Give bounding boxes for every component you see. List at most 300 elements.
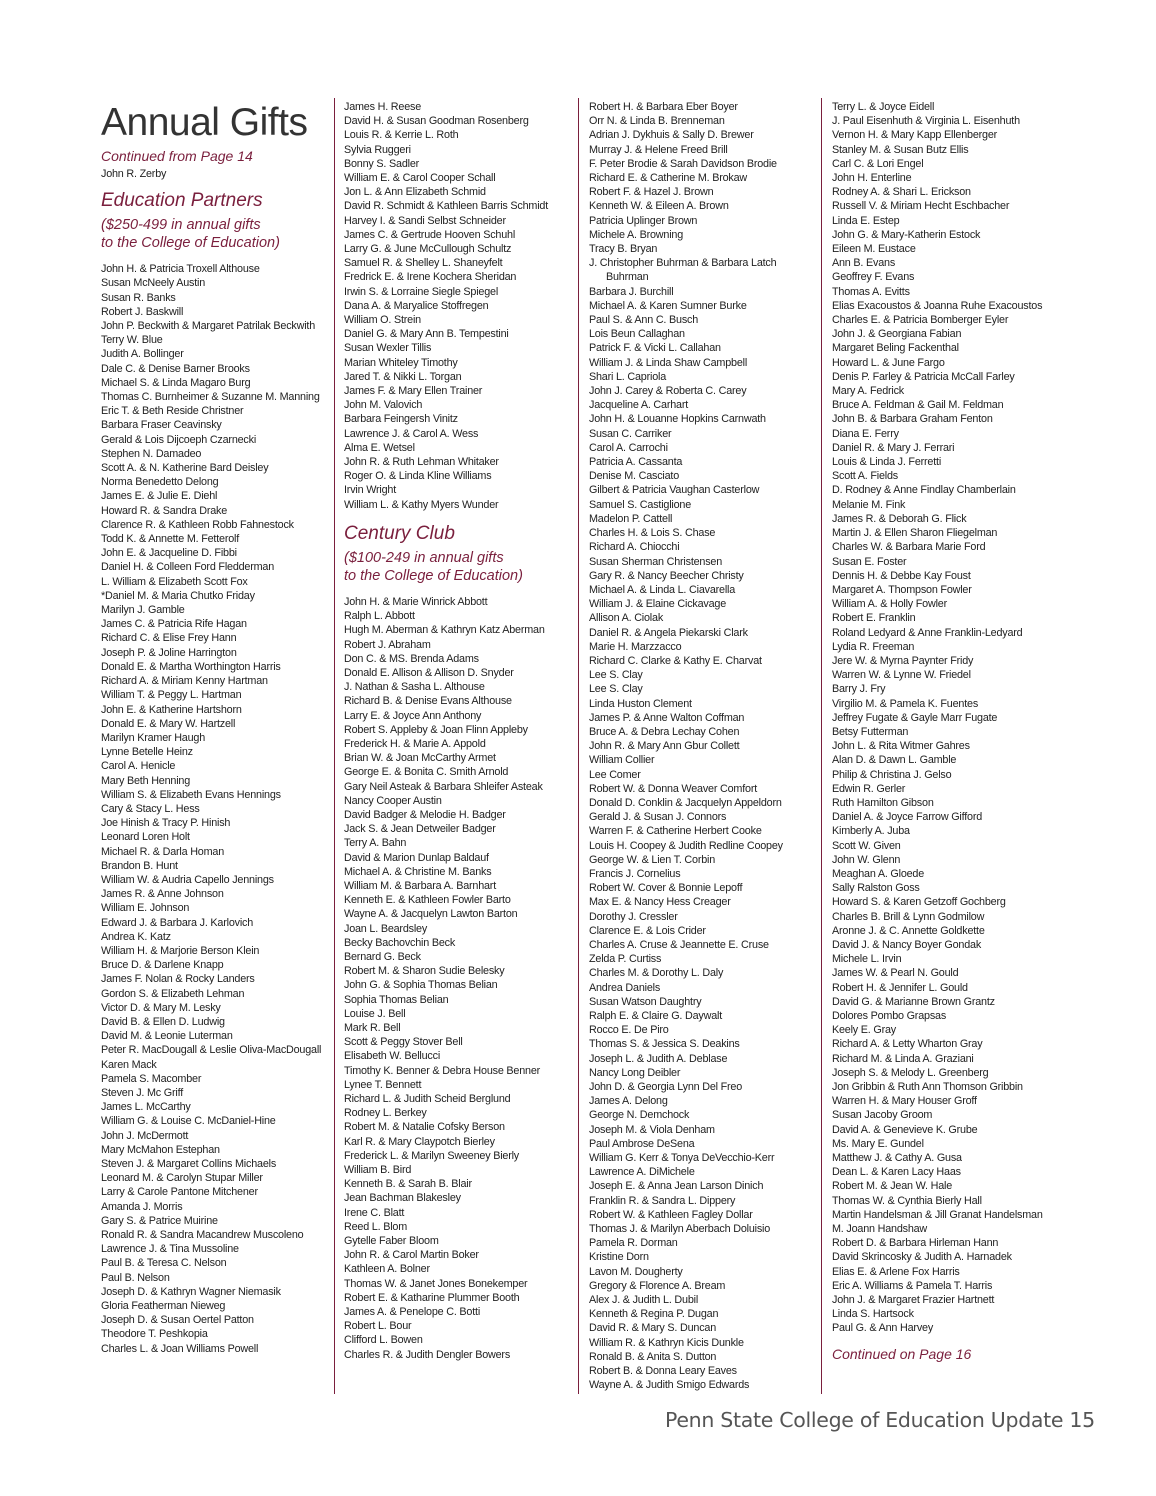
donor-name: Murray J. & Helene Freed Brill xyxy=(589,143,728,156)
donor-name: Aronne J. & C. Annette Goldkette xyxy=(832,924,985,937)
donor-name: Charles M. & Dorothy L. Daly xyxy=(589,967,724,980)
donor-name: John H. & Marie Winrick Abbott xyxy=(344,595,488,608)
donor-name: Carl C. & Lori Engel xyxy=(832,157,924,170)
donor-name: Timothy K. Benner & Debra House Benner xyxy=(344,1064,541,1077)
donor-name: Sylvia Ruggeri xyxy=(344,143,411,156)
donor-name: Dana A. & Maryalice Stoffregen xyxy=(344,299,489,312)
donor-name: Lois Beun Callaghan xyxy=(589,328,685,341)
donor-name: Fredrick E. & Irene Kochera Sheridan xyxy=(344,271,517,284)
donor-name: Donald E. & Martha Worthington Harris xyxy=(101,660,281,673)
donor-name: Lawrence J. & Carol A. Wess xyxy=(344,427,479,440)
donor-name: Lawrence A. DiMichele xyxy=(589,1166,695,1179)
donor-name: Kimberly A. Juba xyxy=(832,825,910,838)
donor-name: Gregory & Florence A. Bream xyxy=(589,1279,726,1292)
donor-name: Daniel H. & Colleen Ford Fledderman xyxy=(101,561,275,574)
donor-name: Paul S. & Ann C. Busch xyxy=(589,314,699,327)
donor-name: Franklin R. & Sandra L. Dippery xyxy=(589,1194,736,1207)
page-footer: Penn State College of Education Update 15 xyxy=(665,1408,1095,1432)
donor-name: Jon Gribbin & Ruth Ann Thomson Gribbin xyxy=(832,1081,1023,1094)
donor-name: Robert J. Baskwill xyxy=(101,305,184,318)
donor-name: Barry J. Fry xyxy=(832,683,886,696)
donor-name: William E. Johnson xyxy=(101,902,190,915)
donor-name: Jere W. & Myrna Paynter Fridy xyxy=(832,654,974,667)
donor-name: David G. & Marianne Brown Grantz xyxy=(832,995,995,1008)
column-1 xyxy=(101,100,331,1356)
donor-name: John E. & Jacqueline D. Fibbi xyxy=(101,547,237,560)
donor-name: Scott W. Given xyxy=(832,839,901,852)
donor-name: James C. & Gertrude Hooven Schuhl xyxy=(344,228,516,241)
donor-name: Susan R. Banks xyxy=(101,291,176,304)
donor-name: James P. & Anne Walton Coffman xyxy=(589,711,745,724)
donor-name: J. Christopher Buhrman & Barbara Latch Buhrman xyxy=(589,257,777,284)
donor-name: Larry & Carole Pantone Mitchener xyxy=(101,1186,258,1199)
donor-name: John J. Carey & Roberta C. Carey xyxy=(589,385,747,398)
donor-name: Robert E. & Katharine Plummer Booth xyxy=(344,1291,520,1304)
donor-name: Robert S. Appleby & Joan Flinn Appleby xyxy=(344,723,528,736)
donor-name: Terry L. & Joyce Eidell xyxy=(832,101,935,113)
donor-name: James H. Reese xyxy=(344,101,422,113)
donor-name: Margaret A. Thompson Fowler xyxy=(832,583,972,596)
donor-name: Susan C. Carriker xyxy=(589,427,672,440)
donor-name: Richard C. & Elise Frey Hann xyxy=(101,632,237,645)
donor-name: Barbara J. Burchill xyxy=(589,285,674,298)
donor-name: Stanley M. & Susan Butz Ellis xyxy=(832,143,969,156)
donor-name: John B. & Barbara Graham Fenton xyxy=(832,413,993,426)
donor-name: Tracy B. Bryan xyxy=(589,243,658,256)
education-partners-subtitle-line2: to the College of Education) xyxy=(101,235,280,252)
donor-name: Alex J. & Judith L. Dubil xyxy=(589,1294,699,1307)
donor-name: Michele A. Browning xyxy=(589,228,684,241)
donor-name: William Collier xyxy=(589,754,655,767)
donor-name: Judith A. Bollinger xyxy=(101,348,184,361)
donor-name: Susan McNeely Austin xyxy=(101,277,206,290)
donor-name: Thomas J. & Marilyn Aberbach Doluisio xyxy=(589,1223,771,1236)
donor-name: Thomas C. Burnheimer & Suzanne M. Manning xyxy=(101,391,320,404)
donor-name: Charles W. & Barbara Marie Ford xyxy=(832,541,986,554)
donor-name: Clifford L. Bowen xyxy=(344,1334,423,1347)
donor-name: Dean L. & Karen Lacy Haas xyxy=(832,1166,961,1179)
education-partners-list-1 xyxy=(101,262,331,1356)
donor-name: William S. & Elizabeth Evans Hennings xyxy=(101,788,281,801)
donor-name: Rocco E. De Piro xyxy=(589,1024,669,1037)
donor-name: Roger O. & Linda Kline Williams xyxy=(344,470,492,483)
donor-name: Andrea K. Katz xyxy=(101,930,171,943)
donor-name: Scott A. Fields xyxy=(832,470,899,483)
donor-name: Linda E. Estep xyxy=(832,214,900,227)
donor-name: Warren W. & Lynne W. Friedel xyxy=(832,669,971,682)
century-club-list-2 xyxy=(589,100,821,1392)
donor-name: John P. Beckwith & Margaret Patrilak Beckwith xyxy=(101,320,316,333)
donor-name: Paul Ambrose DeSena xyxy=(589,1137,695,1150)
donor-name: Harvey I. & Sandi Selbst Schneider xyxy=(344,214,506,227)
donor-name: Mary Beth Henning xyxy=(101,774,191,787)
donor-name: Theodore T. Peshkopia xyxy=(101,1328,208,1341)
donor-name: John R. & Ruth Lehman Whitaker xyxy=(344,456,499,469)
donor-name: Carol A. Carrochi xyxy=(589,441,668,454)
donor-name: Leonard M. & Carolyn Stupar Miller xyxy=(101,1172,263,1185)
donor-name: James W. & Pearl N. Gould xyxy=(832,967,959,980)
donor-name: David R. & Mary S. Duncan xyxy=(589,1322,717,1335)
donor-name: Max E. & Nancy Hess Creager xyxy=(589,896,731,909)
donor-name: Ruth Hamilton Gibson xyxy=(832,796,934,809)
donor-name: Jared T. & Nikki L. Torgan xyxy=(344,370,462,383)
donor-name: James F. & Mary Ellen Trainer xyxy=(344,385,483,398)
donor-name: Matthew J. & Cathy A. Gusa xyxy=(832,1152,962,1165)
donor-name: Lynee T. Bennett xyxy=(344,1078,422,1091)
donor-name: Robert E. Franklin xyxy=(832,612,916,625)
donor-name: Susan E. Foster xyxy=(832,555,907,568)
donor-name: Howard L. & June Fargo xyxy=(832,356,945,369)
donor-name: James E. & Julie E. Diehl xyxy=(101,490,218,503)
donor-name: Ronald B. & Anita S. Dutton xyxy=(589,1350,717,1363)
donor-name: William L. & Kathy Myers Wunder xyxy=(344,498,499,511)
donor-name: Allison A. Ciolak xyxy=(589,612,664,625)
donor-name: Robert H. & Jennifer L. Gould xyxy=(832,981,968,994)
donor-name: Donald D. Conklin & Jacquelyn Appeldorn xyxy=(589,796,782,809)
donor-name: William G. Kerr & Tonya DeVecchio-Kerr xyxy=(589,1152,775,1165)
donor-name: Frederick L. & Marilyn Sweeney Bierly xyxy=(344,1149,520,1162)
donor-name: Steven J. Mc Griff xyxy=(101,1086,184,1099)
donor-name: Dennis H. & Debbe Kay Foust xyxy=(832,569,971,582)
donor-name: Michael A. & Linda L. Ciavarella xyxy=(589,583,736,596)
donor-name: Edwin R. Gerler xyxy=(832,782,906,795)
donor-name: Karl R. & Mary Claypotch Bierley xyxy=(344,1135,495,1148)
donor-name: Bruce D. & Darlene Knapp xyxy=(101,959,224,972)
donor-name: David H. & Susan Goodman Rosenberg xyxy=(344,115,529,128)
donor-name: Bruce A. Feldman & Gail M. Feldman xyxy=(832,399,1004,412)
donor-name: Gerald & Lois Dijcoeph Czarnecki xyxy=(101,433,257,446)
donor-name: David Badger & Melodie H. Badger xyxy=(344,808,506,821)
donor-name: Nancy Long Deibler xyxy=(589,1066,681,1079)
donor-name: Clarence E. & Lois Crider xyxy=(589,924,706,937)
page-title: Annual Gifts xyxy=(101,101,308,144)
donor-name: Elisabeth W. Bellucci xyxy=(344,1050,441,1063)
donor-name: Samuel S. Castiglione xyxy=(589,498,692,511)
donor-name: Todd K. & Annette M. Fetterolf xyxy=(101,533,240,546)
donor-name: Susan Jacoby Groom xyxy=(832,1109,933,1122)
donor-name: James R. & Anne Johnson xyxy=(101,888,224,901)
donor-name: Scott & Peggy Stover Bell xyxy=(344,1036,463,1049)
donor-name: Stephen N. Damadeo xyxy=(101,447,202,460)
donor-name: Paul B. Nelson xyxy=(101,1271,170,1284)
century-club-list-1 xyxy=(344,595,580,1362)
donor-name: Richard M. & Linda A. Graziani xyxy=(832,1052,974,1065)
donor-name: Frederick H. & Marie A. Appold xyxy=(344,737,486,750)
donor-name: James C. & Patricia Rife Hagan xyxy=(101,618,247,631)
donor-name: Virgilio M. & Pamela K. Fuentes xyxy=(832,697,979,710)
donor-name: J. Nathan & Sasha L. Althouse xyxy=(344,681,485,694)
donor-name: Paul B. & Teresa C. Nelson xyxy=(101,1257,227,1270)
donor-name: Joseph S. & Melody L. Greenberg xyxy=(832,1066,989,1079)
century-club-subtitle-line2: to the College of Education) xyxy=(344,567,523,584)
donor-name: Ms. Mary E. Gundel xyxy=(832,1137,924,1150)
donor-name: Kenneth & Regina P. Dugan xyxy=(589,1308,719,1321)
donor-name: Daniel R. & Mary J. Ferrari xyxy=(832,441,955,454)
donor-name: Hugh M. Aberman & Kathryn Katz Aberman xyxy=(344,624,545,637)
donor-name: Joseph P. & Joline Harrington xyxy=(101,646,237,659)
donor-name: Gordon S. & Elizabeth Lehman xyxy=(101,987,245,1000)
donor-name: George E. & Bonita C. Smith Arnold xyxy=(344,766,509,779)
education-partners-subtitle-line1: ($250-499 in annual gifts xyxy=(101,217,261,234)
donor-name: William W. & Audria Capello Jennings xyxy=(101,873,274,886)
donor-name: Robert W. & Donna Weaver Comfort xyxy=(589,782,758,795)
donor-name: Robert L. Bour xyxy=(344,1320,412,1333)
donor-name: F. Peter Brodie & Sarah Davidson Brodie xyxy=(589,157,777,170)
donor-name: William B. Bird xyxy=(344,1164,412,1177)
donor-name: Leonard Loren Holt xyxy=(101,831,190,844)
donor-name: Louis H. Coopey & Judith Redline Coopey xyxy=(589,839,783,852)
donor-name: Joe Hinish & Tracy P. Hinish xyxy=(101,817,231,830)
donor-name: James L. McCarthy xyxy=(101,1101,191,1114)
donor-name: John H. & Louanne Hopkins Carnwath xyxy=(589,413,766,426)
column-divider-3 xyxy=(821,98,822,1394)
donor-name: Martin Handelsman & Jill Granat Handelsman xyxy=(832,1208,1043,1221)
century-club-list-3 xyxy=(832,100,1068,1336)
donor-name: Patricia A. Cassanta xyxy=(589,456,683,469)
donor-name: James A. & Penelope C. Botti xyxy=(344,1306,481,1319)
continued-on-note: Continued on Page 16 xyxy=(832,1345,972,1362)
donor-name: Dolores Pombo Grapsas xyxy=(832,1010,947,1022)
donor-name: *Daniel M. & Maria Chutko Friday xyxy=(101,589,255,602)
donor-name: John L. & Rita Witmer Gahres xyxy=(832,740,970,753)
donor-name: Joseph L. & Judith A. Deblase xyxy=(589,1052,728,1065)
donor-name: Pamela S. Macomber xyxy=(101,1072,202,1085)
donor-name: Edward J. & Barbara J. Karlovich xyxy=(101,916,254,929)
donor-name: Gytelle Faber Bloom xyxy=(344,1235,439,1248)
donor-name: Patricia Uplinger Brown xyxy=(589,214,698,227)
donor-name: Jacqueline A. Carhart xyxy=(589,399,689,412)
donor-name: Reed L. Blom xyxy=(344,1220,408,1233)
donor-name: Lynne Betelle Heinz xyxy=(101,746,193,759)
donor-name: Samuel R. & Shelley L. Shaneyfelt xyxy=(344,257,503,270)
donor-name: Gloria Featherman Nieweg xyxy=(101,1300,226,1313)
continued-from-note: Continued from Page 14 xyxy=(101,148,253,164)
donor-name: Robert M. & Sharon Sudie Belesky xyxy=(344,965,505,978)
donor-name: Louise J. Bell xyxy=(344,1007,406,1020)
donor-name: Brandon B. Hunt xyxy=(101,859,178,872)
donor-name: Joseph D. & Susan Oertel Patton xyxy=(101,1314,254,1327)
education-partners-subtitle xyxy=(101,216,331,252)
donor-name: James A. Delong xyxy=(589,1095,668,1108)
donor-name: Robert M. & Jean W. Hale xyxy=(832,1180,953,1193)
donor-name: Paul G. & Ann Harvey xyxy=(832,1322,934,1335)
donor-name: Peter R. MacDougall & Leslie Oliva-MacDougall xyxy=(101,1044,322,1057)
donor-name: Denis P. Farley & Patricia McCall Farley xyxy=(832,370,1015,383)
donor-name: Warren H. & Mary Houser Groff xyxy=(832,1095,977,1108)
donor-name: Michele L. Irvin xyxy=(832,953,902,966)
donor-name: William J. & Elaine Cickavage xyxy=(589,598,727,611)
donor-name: Robert H. & Barbara Eber Boyer xyxy=(589,101,738,113)
education-partners-list-2 xyxy=(344,100,580,512)
donor-name: Michael R. & Darla Homan xyxy=(101,845,225,858)
donor-name: John D. & Georgia Lynn Del Freo xyxy=(589,1081,743,1094)
donor-name: Linda S. Hartsock xyxy=(832,1308,914,1321)
donor-name: James F. Nolan & Rocky Landers xyxy=(101,973,255,986)
donor-name: David B. & Ellen D. Ludwig xyxy=(101,1015,225,1028)
donor-name: Mary A. Fedrick xyxy=(832,385,904,398)
donor-name: Rodney A. & Shari L. Erickson xyxy=(832,186,971,199)
donor-name: Victor D. & Mary M. Lesky xyxy=(101,1001,221,1014)
donor-name: Wayne A. & Judith Smigo Edwards xyxy=(589,1379,750,1392)
donor-name: Dorothy J. Cressler xyxy=(589,910,678,923)
donor-name: Gary R. & Nancy Beecher Christy xyxy=(589,569,744,582)
donor-name: Diana E. Ferry xyxy=(832,427,899,440)
donor-name: Charles L. & Joan Williams Powell xyxy=(101,1342,259,1355)
donor-name: John E. & Katherine Hartshorn xyxy=(101,703,242,716)
donor-name: Larry G. & June McCullough Schultz xyxy=(344,243,512,256)
donor-name: William E. & Carol Cooper Schall xyxy=(344,172,496,185)
donor-name: Richard A. & Letty Wharton Gray xyxy=(832,1038,983,1051)
donor-name: Jack S. & Jean Detweiler Badger xyxy=(344,823,496,836)
donor-name: Jean Bachman Blakesley xyxy=(344,1192,461,1205)
donor-name: Denise M. Casciato xyxy=(589,470,680,483)
donor-name: Richard L. & Judith Scheid Berglund xyxy=(344,1093,511,1105)
donor-name: Russell V. & Miriam Hecht Eschbacher xyxy=(832,200,1010,213)
column-4 xyxy=(832,100,1068,1362)
donor-name: Keely E. Gray xyxy=(832,1024,897,1037)
donor-name: Terry A. Bahn xyxy=(344,837,407,850)
donor-name: Don C. & MS. Brenda Adams xyxy=(344,652,479,665)
donor-name: Ann B. Evans xyxy=(832,257,896,270)
donor-name: Kristine Dorn xyxy=(589,1251,649,1264)
donor-name: Gary Neil Asteak & Barbara Shleifer Asteak xyxy=(344,780,543,793)
donor-name: David A. & Genevieve K. Grube xyxy=(832,1123,978,1136)
donor-name: Melanie M. Fink xyxy=(832,498,906,511)
donor-name: Ralph L. Abbott xyxy=(344,610,415,623)
donor-name: Daniel R. & Angela Piekarski Clark xyxy=(589,626,748,639)
donor-name: John J. & Georgiana Fabian xyxy=(832,328,962,341)
donor-name: Karen Mack xyxy=(101,1058,157,1071)
donor-name: Bruce A. & Debra Lechay Cohen xyxy=(589,725,740,738)
donor-name: John H. Enterline xyxy=(832,172,912,185)
donor-name: Joseph D. & Kathryn Wagner Niemasik xyxy=(101,1285,281,1298)
donor-name: Robert W. Cover & Bonnie Lepoff xyxy=(589,882,743,895)
column-3 xyxy=(589,100,821,1392)
donor-name: Donald E. Allison & Allison D. Snyder xyxy=(344,666,514,679)
donor-name: Louis R. & Kerrie L. Roth xyxy=(344,129,459,142)
donor-name: Elias E. & Arlene Fox Harris xyxy=(832,1265,960,1278)
donor-name: Irene C. Blatt xyxy=(344,1206,405,1219)
donor-name: Howard R. & Sandra Drake xyxy=(101,504,228,517)
donor-name: Susan Watson Daughtry xyxy=(589,995,702,1008)
donor-name: Lavon M. Dougherty xyxy=(589,1265,683,1278)
donor-name: John G. & Mary-Katherin Estock xyxy=(832,228,981,241)
donor-name: Eileen M. Eustace xyxy=(832,243,916,256)
donor-name: Francis J. Cornelius xyxy=(589,867,681,880)
donor-name: Margaret Beling Fackenthal xyxy=(832,342,959,355)
donor-name: Irvin Wright xyxy=(344,484,396,497)
donor-name: Louis & Linda J. Ferretti xyxy=(832,456,942,469)
donor-name: Ralph E. & Claire G. Daywalt xyxy=(589,1010,723,1022)
donor-name: Charles E. & Patricia Bomberger Eyler xyxy=(832,314,1009,327)
donor-name: Kenneth W. & Eileen A. Brown xyxy=(589,200,729,213)
donor-name: Barbara Feingersh Vinitz xyxy=(344,413,458,426)
donor-name: Gilbert & Patricia Vaughan Casterlow xyxy=(589,484,760,497)
donor-name: William G. & Louise C. McDaniel-Hine xyxy=(101,1115,276,1128)
donor-name: John J. McDermott xyxy=(101,1129,189,1142)
donor-name: Bonny S. Sadler xyxy=(344,157,420,170)
donor-name: Norma Benedetto Delong xyxy=(101,476,219,489)
donor-name: John H. & Patricia Troxell Althouse xyxy=(101,263,260,276)
donor-name: David R. Schmidt & Kathleen Barris Schmidt xyxy=(344,200,549,213)
donor-name: John W. Glenn xyxy=(832,853,901,866)
donor-name: Amanda J. Morris xyxy=(101,1200,183,1213)
donor-name: William A. & Holly Fowler xyxy=(832,598,947,611)
donor-name: Vernon H. & Mary Kapp Ellenberger xyxy=(832,129,998,142)
century-club-subtitle-line1: ($100-249 in annual gifts xyxy=(344,549,504,566)
donor-name: Daniel A. & Joyce Farrow Gifford xyxy=(832,811,983,824)
donor-name: Shari L. Capriola xyxy=(589,370,667,383)
donor-name: Barbara Fraser Ceavinsky xyxy=(101,419,222,432)
donor-name: William M. & Barbara A. Barnhart xyxy=(344,879,497,892)
donor-name: Richard A. & Miriam Kenny Hartman xyxy=(101,675,268,688)
donor-name: Donald E. & Mary W. Hartzell xyxy=(101,717,236,730)
donor-name: Martin J. & Ellen Sharon Fliegelman xyxy=(832,527,998,540)
donor-name: William T. & Peggy L. Hartman xyxy=(101,689,242,702)
donor-name: Madelon P. Cattell xyxy=(589,512,673,525)
donor-name: Andrea Daniels xyxy=(589,981,661,994)
donor-name: Alma E. Wetsel xyxy=(344,441,415,454)
donor-name: Marilyn J. Gamble xyxy=(101,604,185,617)
donor-name: William R. & Kathryn Kicis Dunkle xyxy=(589,1336,744,1349)
donor-name: Alan D. & Dawn L. Gamble xyxy=(832,754,957,767)
donor-name: Marian Whiteley Timothy xyxy=(344,356,458,369)
donor-name: Pamela R. Dorman xyxy=(589,1237,678,1250)
donor-name: Gary S. & Patrice Muirine xyxy=(101,1214,218,1227)
donor-name: Jon L. & Ann Elizabeth Schmid xyxy=(344,186,486,199)
donor-name: Sally Ralston Goss xyxy=(832,882,920,895)
century-club-heading: Century Club xyxy=(344,522,455,544)
donor-name: Rodney L. Berkey xyxy=(344,1107,427,1120)
donor-name: Lee S. Clay xyxy=(589,669,643,682)
donor-name: Michael A. & Karen Sumner Burke xyxy=(589,299,747,312)
donor-name: Lee Comer xyxy=(589,768,641,781)
column-divider-1 xyxy=(334,98,335,1394)
donor-name: Thomas W. & Janet Jones Bonekemper xyxy=(344,1277,528,1290)
carryover-name: John R. Zerby xyxy=(101,168,167,180)
donor-name: Scott A. & N. Katherine Bard Deisley xyxy=(101,462,269,475)
donor-name: Elias Exacoustos & Joanna Ruhe Exacoustos xyxy=(832,299,1043,312)
donor-name: Susan Wexler Tillis xyxy=(344,342,432,355)
donor-name: Jeffrey Fugate & Gayle Marr Fugate xyxy=(832,711,998,724)
donor-name: Charles A. Cruse & Jeannette E. Cruse xyxy=(589,938,769,951)
donor-name: John R. & Carol Martin Boker xyxy=(344,1249,479,1262)
donor-name: Patrick F. & Vicki L. Callahan xyxy=(589,342,721,355)
donor-name: William O. Strein xyxy=(344,314,421,327)
donor-name: Meaghan A. Gloede xyxy=(832,867,925,880)
donor-name: John G. & Sophia Thomas Belian xyxy=(344,979,498,992)
education-partners-heading: Education Partners xyxy=(101,190,263,212)
donor-name: Marilyn Kramer Haugh xyxy=(101,731,206,744)
donor-name: Orr N. & Linda B. Brenneman xyxy=(589,115,725,128)
donor-name: Charles R. & Judith Dengler Bowers xyxy=(344,1348,511,1361)
donor-name: Robert W. & Kathleen Fagley Dollar xyxy=(589,1208,753,1221)
donor-name: Robert M. & Natalie Cofsky Berson xyxy=(344,1121,505,1134)
donor-name: Lee S. Clay xyxy=(589,683,643,696)
donor-name: Sophia Thomas Belian xyxy=(344,993,449,1006)
donor-name: L. William & Elizabeth Scott Fox xyxy=(101,575,248,588)
donor-name: Brian W. & Joan McCarthy Armet xyxy=(344,752,496,765)
donor-name: Clarence R. & Kathleen Robb Fahnestock xyxy=(101,518,294,531)
donor-name: George W. & Lien T. Corbin xyxy=(589,853,716,866)
donor-name: James R. & Deborah G. Flick xyxy=(832,512,967,525)
donor-name: Bernard G. Beck xyxy=(344,950,421,963)
donor-name: Irwin S. & Lorraine Siegle Spiegel xyxy=(344,285,499,298)
donor-name: Roland Ledyard & Anne Franklin-Ledyard xyxy=(832,626,1023,639)
donor-name: Kenneth B. & Sarah B. Blair xyxy=(344,1178,472,1191)
donor-name: Marie H. Marzzacco xyxy=(589,640,682,653)
donor-name: David J. & Nancy Boyer Gondak xyxy=(832,938,982,951)
